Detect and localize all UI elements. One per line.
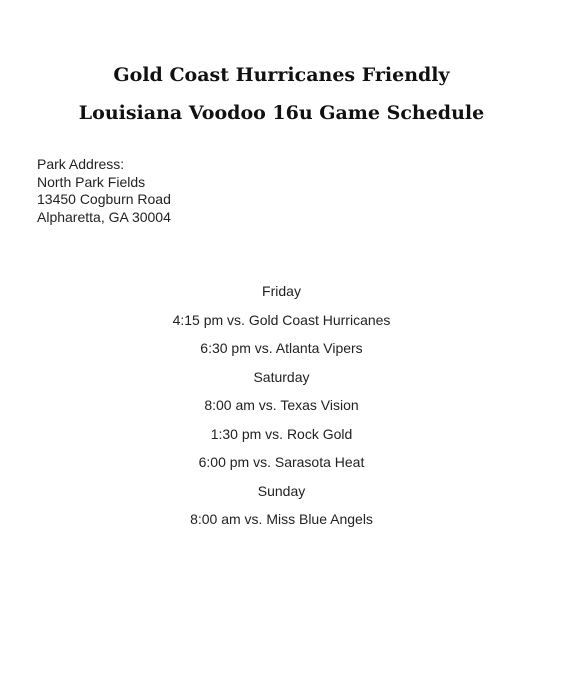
- document-subtitle: Louisiana Voodoo 16u Game Schedule: [78, 102, 485, 124]
- game-schedule: [0, 281, 563, 538]
- document-title: Gold Coast Hurricanes Friendly: [113, 64, 450, 86]
- game-entry: 1:30 pm vs. Rock Gold: [210, 425, 353, 442]
- day-heading-saturday: Saturday: [253, 368, 310, 385]
- game-entry: 8:00 am vs. Texas Vision: [204, 397, 359, 413]
- park-address-block: [37, 156, 171, 226]
- game-entry: 6:30 pm vs. Atlanta Vipers: [200, 340, 363, 356]
- game-entry: 4:15 pm vs. Gold Coast Hurricanes: [172, 311, 391, 328]
- game-entry: 6:00 pm vs. Sarasota Heat: [198, 454, 365, 470]
- day-heading-sunday: Sunday: [257, 482, 306, 499]
- street-address: 13450 Cogburn Road: [37, 191, 171, 207]
- city-state-zip: Alpharetta, GA 30004: [37, 208, 171, 225]
- park-name: North Park Fields: [37, 173, 146, 190]
- park-address-label: Park Address:: [37, 156, 125, 172]
- day-heading-friday: Friday: [262, 283, 301, 299]
- game-entry: 8:00 am vs. Miss Blue Angels: [190, 511, 373, 527]
